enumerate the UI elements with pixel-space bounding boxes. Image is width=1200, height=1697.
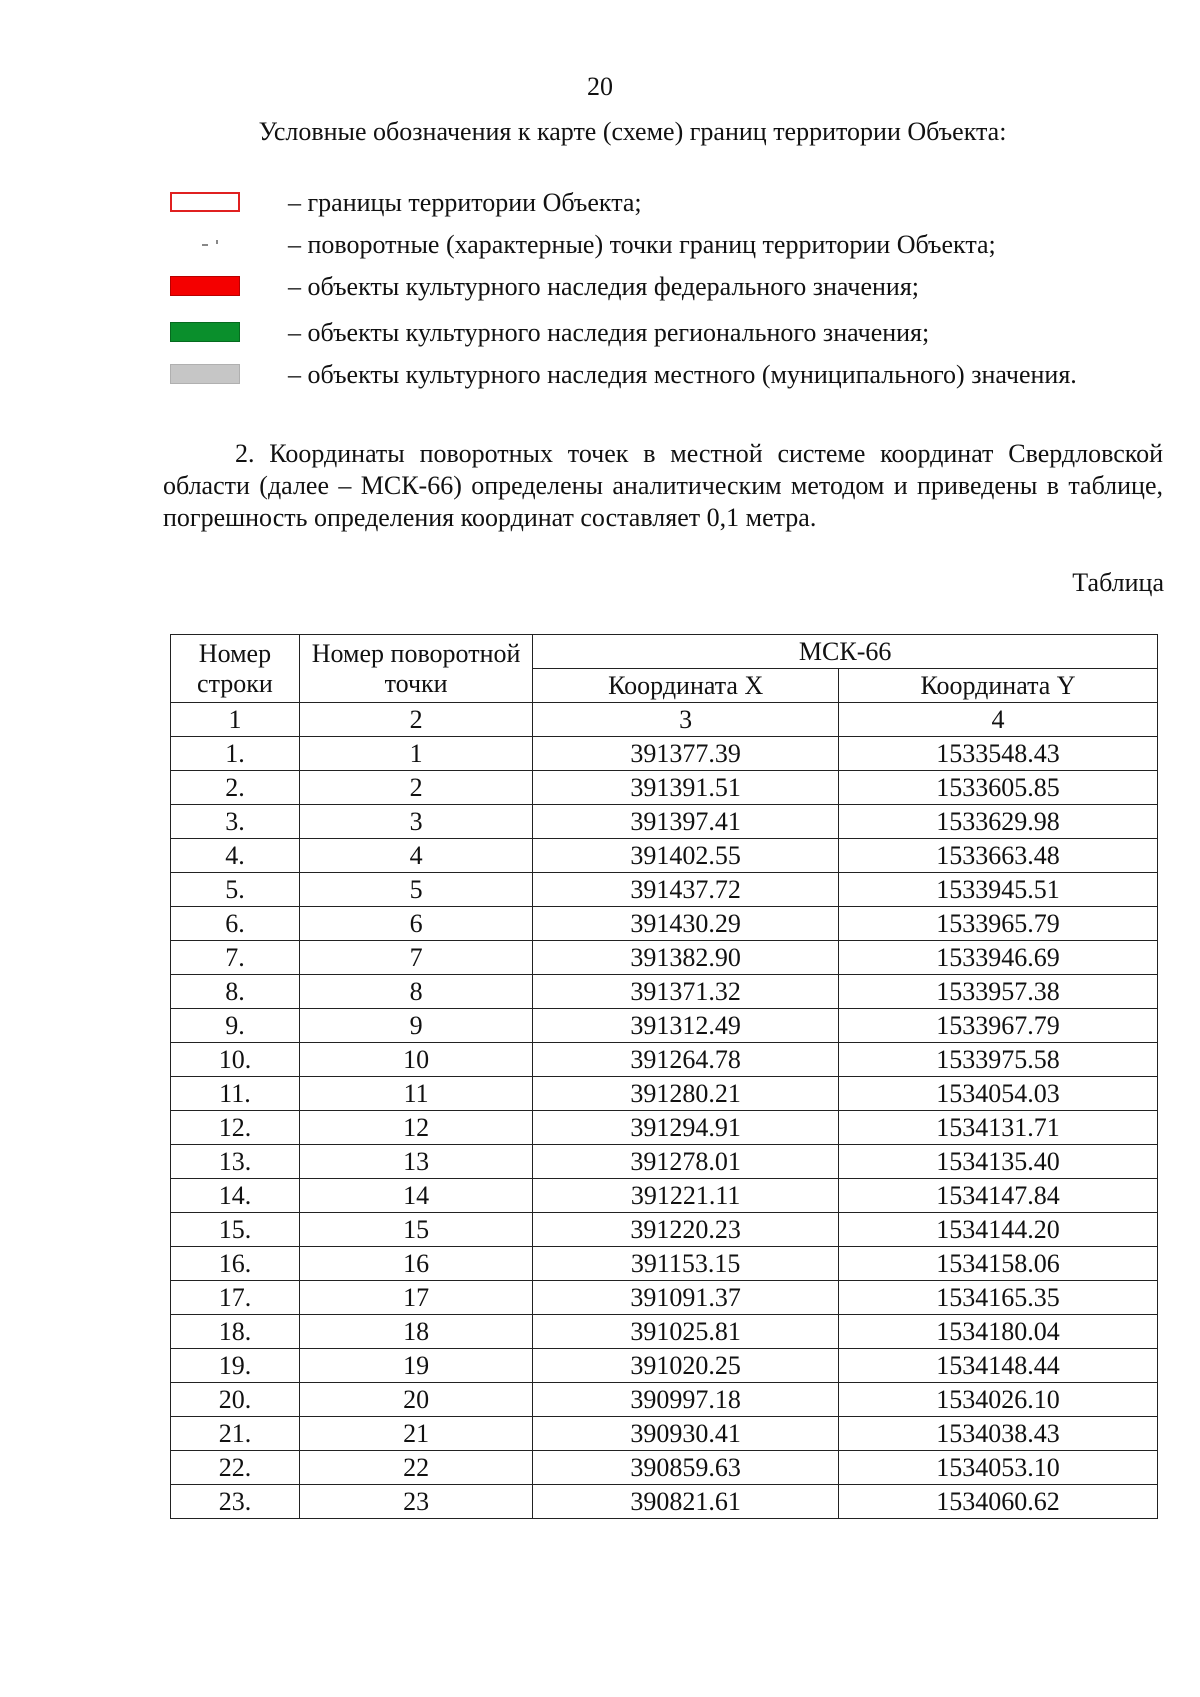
column-numbers-row xyxy=(171,703,1158,737)
coord-x-cell: 391221.11 xyxy=(533,1179,839,1213)
row-number-cell: 17. xyxy=(171,1281,300,1315)
coord-y-cell: 1534165.35 xyxy=(839,1281,1158,1315)
row-number-cell: 18. xyxy=(171,1315,300,1349)
coordinates-paragraph: 2. Координаты поворотных точек в местной системе координат Свердловской области (далее – МСК-66) определены аналитическим методом и приведены в таблице, погрешность определения координат составляет 0,1 метра. xyxy=(163,439,1163,532)
column-number: 1 xyxy=(171,703,300,737)
coord-y-cell: 1534038.43 xyxy=(839,1417,1158,1451)
coord-x-cell: 391091.37 xyxy=(533,1281,839,1315)
point-number-cell: 2 xyxy=(299,771,532,805)
legend-item-label: – границы территории Объекта; xyxy=(288,188,642,217)
table-row xyxy=(171,1349,1158,1383)
row-number-cell: 15. xyxy=(171,1213,300,1247)
point-number-cell: 20 xyxy=(299,1383,532,1417)
coord-x-cell: 391153.15 xyxy=(533,1247,839,1281)
coord-x-cell: 391397.41 xyxy=(533,805,839,839)
legend-item-label: – объекты культурного наследия федерального значения; xyxy=(288,272,920,301)
coord-x-cell: 391278.01 xyxy=(533,1145,839,1179)
legend-item-regional-heritage xyxy=(170,318,1170,348)
column-number: 4 xyxy=(839,703,1158,737)
point-number-cell: 11 xyxy=(299,1077,532,1111)
coord-x-cell: 391280.21 xyxy=(533,1077,839,1111)
coord-x-cell: 391264.78 xyxy=(533,1043,839,1077)
coord-x-cell: 391371.32 xyxy=(533,975,839,1009)
coord-y-cell: 1534054.03 xyxy=(839,1077,1158,1111)
table-row xyxy=(171,1451,1158,1485)
row-number-cell: 14. xyxy=(171,1179,300,1213)
coord-y-cell: 1533965.79 xyxy=(839,907,1158,941)
row-number-cell: 11. xyxy=(171,1077,300,1111)
table-row xyxy=(171,839,1158,873)
coord-x-cell: 391020.25 xyxy=(533,1349,839,1383)
table-row xyxy=(171,1247,1158,1281)
legend-item-label: – объекты культурного наследия местного (муниципального) значения. xyxy=(288,360,1077,389)
regional-heritage-swatch-icon xyxy=(170,322,240,342)
table-row xyxy=(171,1315,1158,1349)
federal-heritage-swatch-icon xyxy=(170,276,240,296)
table-row xyxy=(171,1145,1158,1179)
table-row xyxy=(171,1383,1158,1417)
row-number-cell: 21. xyxy=(171,1417,300,1451)
row-number-cell: 1. xyxy=(171,737,300,771)
table-row xyxy=(171,907,1158,941)
point-number-cell: 5 xyxy=(299,873,532,907)
point-number-cell: 19 xyxy=(299,1349,532,1383)
point-number-cell: 13 xyxy=(299,1145,532,1179)
coord-x-cell: 390997.18 xyxy=(533,1383,839,1417)
point-number-cell: 12 xyxy=(299,1111,532,1145)
table-row xyxy=(171,771,1158,805)
table-row xyxy=(171,975,1158,1009)
legend-item-label: – поворотные (характерные) точки границ территории Объекта; xyxy=(288,230,996,259)
row-number-cell: 4. xyxy=(171,839,300,873)
coord-x-cell: 390821.61 xyxy=(533,1485,839,1519)
point-number-cell: 17 xyxy=(299,1281,532,1315)
legend-item-local-heritage xyxy=(170,360,1170,390)
table-body xyxy=(171,737,1158,1519)
table-row xyxy=(171,941,1158,975)
coord-y-cell: 1534026.10 xyxy=(839,1383,1158,1417)
point-number-cell: 14 xyxy=(299,1179,532,1213)
row-number-cell: 22. xyxy=(171,1451,300,1485)
row-number-cell: 20. xyxy=(171,1383,300,1417)
row-number-cell: 2. xyxy=(171,771,300,805)
point-number-cell: 4 xyxy=(299,839,532,873)
coord-y-cell: 1533975.58 xyxy=(839,1043,1158,1077)
row-number-cell: 10. xyxy=(171,1043,300,1077)
table-row xyxy=(171,1179,1158,1213)
coord-x-cell: 391025.81 xyxy=(533,1315,839,1349)
table-row xyxy=(171,1077,1158,1111)
header-point-number: Номер поворотной точки xyxy=(299,635,532,703)
legend-item-turning-points xyxy=(170,230,1170,260)
coord-y-cell: 1534180.04 xyxy=(839,1315,1158,1349)
coord-y-cell: 1533548.43 xyxy=(839,737,1158,771)
table-caption: Таблица xyxy=(1072,568,1164,597)
point-number-cell: 18 xyxy=(299,1315,532,1349)
coord-y-cell: 1533957.38 xyxy=(839,975,1158,1009)
header-coord-x: Координата X xyxy=(533,669,839,703)
column-number: 2 xyxy=(299,703,532,737)
table-row xyxy=(171,1213,1158,1247)
point-number-cell: 10 xyxy=(299,1043,532,1077)
row-number-cell: 12. xyxy=(171,1111,300,1145)
coord-x-cell: 391294.91 xyxy=(533,1111,839,1145)
table-row xyxy=(171,1417,1158,1451)
point-number-cell: 3 xyxy=(299,805,532,839)
point-number-cell: 15 xyxy=(299,1213,532,1247)
header-coordinate-system: МСК-66 xyxy=(533,635,1158,669)
table-row xyxy=(171,1043,1158,1077)
legend-title: Условные обозначения к карте (схеме) границ территории Объекта: xyxy=(258,117,1007,146)
coord-y-cell: 1534131.71 xyxy=(839,1111,1158,1145)
coord-x-cell: 391391.51 xyxy=(533,771,839,805)
local-heritage-swatch-icon xyxy=(170,364,240,384)
point-number-cell: 21 xyxy=(299,1417,532,1451)
coord-y-cell: 1534147.84 xyxy=(839,1179,1158,1213)
coord-y-cell: 1533946.69 xyxy=(839,941,1158,975)
coord-y-cell: 1533967.79 xyxy=(839,1009,1158,1043)
legend xyxy=(170,188,1170,402)
table-row xyxy=(171,873,1158,907)
table-row xyxy=(171,1281,1158,1315)
territory-border-swatch-icon xyxy=(170,192,240,212)
coordinates-table xyxy=(170,634,1158,1519)
point-number-cell: 23 xyxy=(299,1485,532,1519)
turning-point-marker-icon xyxy=(170,234,240,254)
point-number-cell: 16 xyxy=(299,1247,532,1281)
point-number-cell: 1 xyxy=(299,737,532,771)
coord-y-cell: 1534158.06 xyxy=(839,1247,1158,1281)
table-row xyxy=(171,1111,1158,1145)
point-number-cell: 7 xyxy=(299,941,532,975)
point-number-cell: 9 xyxy=(299,1009,532,1043)
point-number-cell: 6 xyxy=(299,907,532,941)
row-number-cell: 9. xyxy=(171,1009,300,1043)
row-number-cell: 23. xyxy=(171,1485,300,1519)
point-number-cell: 22 xyxy=(299,1451,532,1485)
page-number: 20 xyxy=(587,72,613,101)
coord-y-cell: 1533945.51 xyxy=(839,873,1158,907)
legend-item-federal-heritage xyxy=(170,272,1170,302)
table-row xyxy=(171,805,1158,839)
header-coord-y: Координата Y xyxy=(839,669,1158,703)
coord-x-cell: 391430.29 xyxy=(533,907,839,941)
coord-x-cell: 391382.90 xyxy=(533,941,839,975)
row-number-cell: 16. xyxy=(171,1247,300,1281)
row-number-cell: 6. xyxy=(171,907,300,941)
row-number-cell: 7. xyxy=(171,941,300,975)
legend-item-label: – объекты культурного наследия регионального значения; xyxy=(288,318,930,347)
coord-x-cell: 390930.41 xyxy=(533,1417,839,1451)
header-row-number: Номер строки xyxy=(171,635,300,703)
coord-x-cell: 391377.39 xyxy=(533,737,839,771)
coord-y-cell: 1534060.62 xyxy=(839,1485,1158,1519)
row-number-cell: 5. xyxy=(171,873,300,907)
coord-x-cell: 390859.63 xyxy=(533,1451,839,1485)
coord-x-cell: 391312.49 xyxy=(533,1009,839,1043)
coord-y-cell: 1534144.20 xyxy=(839,1213,1158,1247)
table-row xyxy=(171,1485,1158,1519)
coord-y-cell: 1533629.98 xyxy=(839,805,1158,839)
coord-y-cell: 1533605.85 xyxy=(839,771,1158,805)
coord-x-cell: 391220.23 xyxy=(533,1213,839,1247)
table-row xyxy=(171,1009,1158,1043)
row-number-cell: 13. xyxy=(171,1145,300,1179)
row-number-cell: 19. xyxy=(171,1349,300,1383)
coord-y-cell: 1534148.44 xyxy=(839,1349,1158,1383)
row-number-cell: 8. xyxy=(171,975,300,1009)
legend-item-territory-border xyxy=(170,188,1170,218)
coord-y-cell: 1534053.10 xyxy=(839,1451,1158,1485)
row-number-cell: 3. xyxy=(171,805,300,839)
point-number-cell: 8 xyxy=(299,975,532,1009)
coord-y-cell: 1534135.40 xyxy=(839,1145,1158,1179)
column-number: 3 xyxy=(533,703,839,737)
coord-y-cell: 1533663.48 xyxy=(839,839,1158,873)
coord-x-cell: 391402.55 xyxy=(533,839,839,873)
table-row xyxy=(171,737,1158,771)
coord-x-cell: 391437.72 xyxy=(533,873,839,907)
